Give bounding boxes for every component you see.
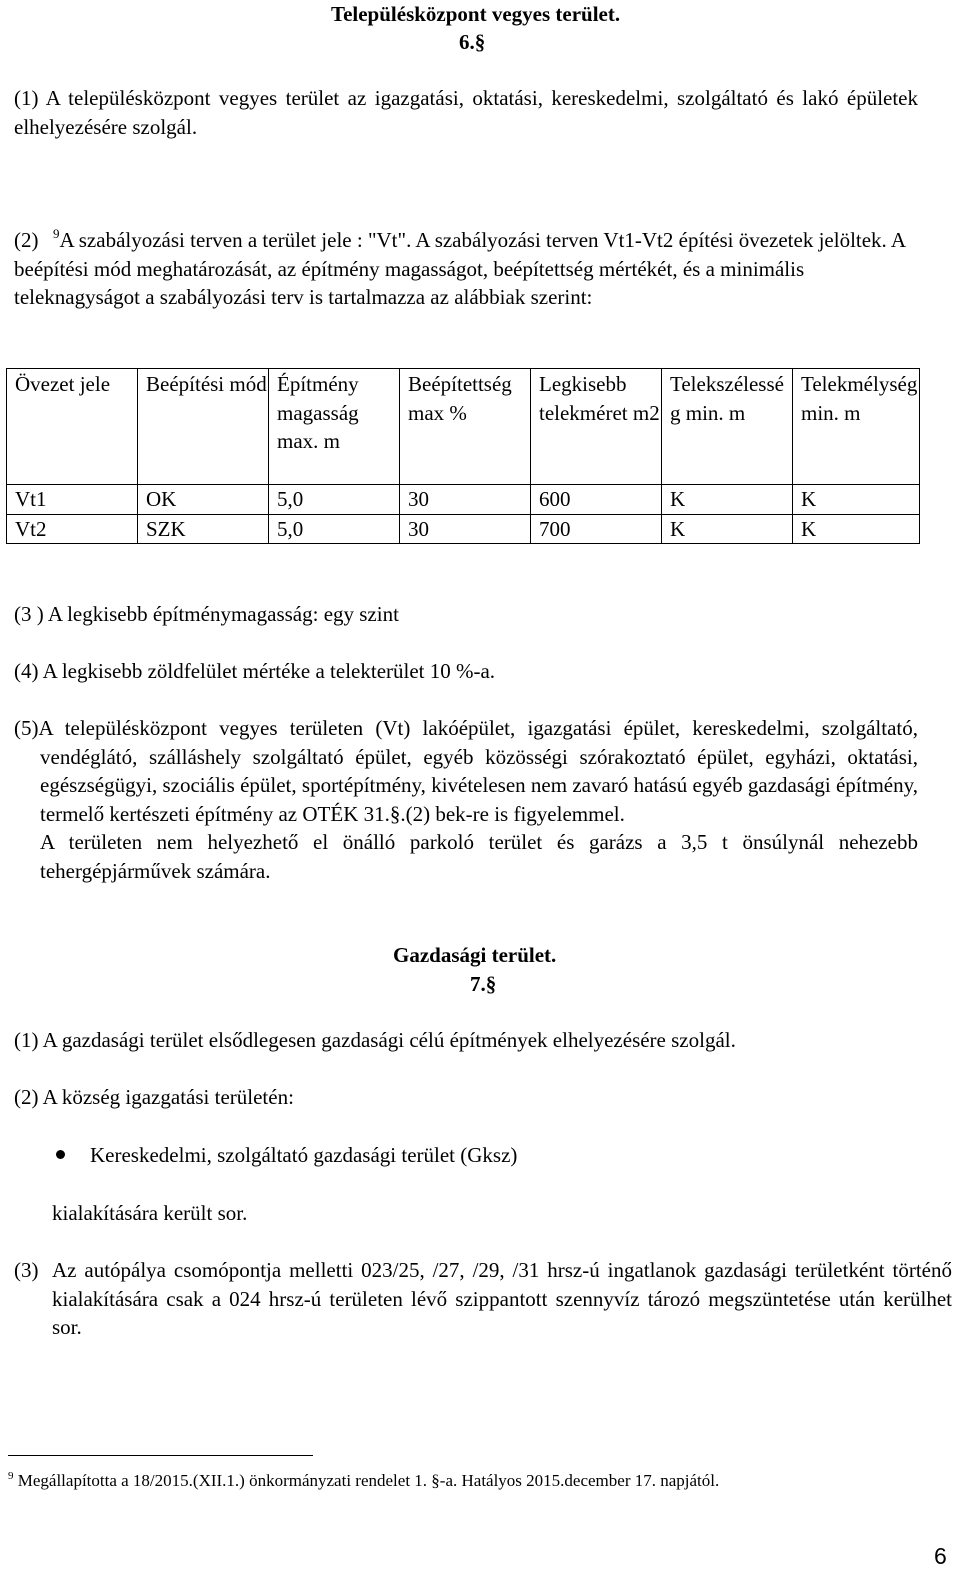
table-row <box>7 485 920 515</box>
section-7-paragraph-1: (1) A gazdasági terület elsődlegesen gazdasági célú építmények elhelyezésére szolgál. <box>14 1028 736 1052</box>
footnote-divider <box>8 1455 313 1456</box>
section-6-paragraph-5-text: (5)A településközpont vegyes területen (Vt) lakóépület, igazgatási épület, kereskedelmi, szolgáltató, vendéglátó, szálláshely szolgáltató épület, egyéb közösségi szórakoztató épület, egyházi, oktatási, egészségügyi, szociális épület, sportépítmény, kivételesen nem zavaró hatású egyéb gazdasági építmény, termelő kertészeti építmény az OTÉK 31.§.(2) bek-re is figyelemmel. <box>14 716 918 826</box>
table-row <box>7 514 920 544</box>
table-cell: OK <box>138 485 269 515</box>
section-7-paragraph-3-text: Az autópálya csomópontja melletti 023/25, /27, /29, /31 hrsz-ú ingatlanok gazdasági területként történő kialakítására csak a 024 hrsz-ú területen lévő szippantott szennyvíz tározó megszüntetése után kerülhet sor. <box>52 1258 952 1339</box>
table-header-cell: Övezet jele <box>7 369 138 485</box>
table-header-cell: Telekszélesség min. m <box>662 369 793 485</box>
section-6-number: 6.§ <box>459 30 486 54</box>
table-cell: SZK <box>138 514 269 544</box>
section-6-paragraph-5 <box>14 714 918 885</box>
section-6-paragraph-1: (1) A településközpont vegyes terület az igazgatási, oktatási, kereskedelmi, szolgáltató és lakó épületek elhelyezésére szolgál. <box>14 86 918 139</box>
footnote-ref: 9 <box>53 226 60 241</box>
footnote <box>8 1470 719 1492</box>
table-cell: 30 <box>400 514 531 544</box>
table-cell: 700 <box>531 514 662 544</box>
table-cell: K <box>662 514 793 544</box>
section-7-paragraph-3 <box>52 1256 952 1342</box>
table-cell: 30 <box>400 485 531 515</box>
section-6-paragraph-3: (3 ) A legkisebb építménymagasság: egy szint <box>14 602 399 626</box>
table-cell: 600 <box>531 485 662 515</box>
section-7-after-bullet: kialakítására került sor. <box>52 1201 248 1225</box>
footnote-text: Megállapította a 18/2015.(XII.1.) önkormányzati rendelet 1. §-a. Hatályos 2015.december 17. napjától. <box>17 1471 720 1490</box>
table-cell: K <box>793 485 920 515</box>
table-cell: 5,0 <box>269 514 400 544</box>
table-cell: K <box>662 485 793 515</box>
section-7-paragraph-2: (2) A község igazgatási területén: <box>14 1085 294 1109</box>
bullet-icon <box>56 1150 65 1159</box>
section-7-title: Gazdasági terület. <box>393 943 557 967</box>
zone-parameters-table <box>6 368 920 544</box>
section-6-paragraph-2-text: A szabályozási terven a terület jele : "Vt". A szabályozási terven Vt1-Vt2 építési övezetek jelöltek. A beépítési mód meghatározását, az építmény magasságot, beépítettség mértékét, és a minimális teleknagyságot a szabályozási terv is tartalmazza az alábbiak szerint: <box>14 228 905 309</box>
footnote-number: 9 <box>8 1470 14 1482</box>
table-header-cell: Építmény magasság max. m <box>269 369 400 485</box>
section-7-bullet-item: Kereskedelmi, szolgáltató gazdasági terület (Gksz) <box>90 1143 518 1167</box>
section-6-paragraph-2-prefix: (2) <box>14 228 39 252</box>
section-6-paragraph-4: (4) A legkisebb zöldfelület mértéke a telekterület 10 %-a. <box>14 659 496 683</box>
page-number: 6 <box>934 1543 947 1569</box>
table-cell: 5,0 <box>269 485 400 515</box>
table-header-cell: Beépítettség max % <box>400 369 531 485</box>
section-6-title: Településközpont vegyes terület. <box>331 2 621 26</box>
section-6-paragraph-2 <box>14 226 918 312</box>
table-header-row <box>7 369 920 485</box>
table-header-cell: Telekmélység min. m <box>793 369 920 485</box>
section-7-number: 7.§ <box>470 972 497 996</box>
table-cell: Vt1 <box>7 485 138 515</box>
section-6-paragraph-5b: A területen nem helyezhető el önálló parkoló terület és garázs a 3,5 t önsúlynál nehezebb tehergépjárművek számára. <box>40 830 918 883</box>
section-7-paragraph-3-prefix: (3) <box>14 1258 39 1282</box>
table-cell: Vt2 <box>7 514 138 544</box>
table-header-cell: Beépítési mód <box>138 369 269 485</box>
table-cell: K <box>793 514 920 544</box>
table-header-cell: Legkisebb telekméret m2 <box>531 369 662 485</box>
